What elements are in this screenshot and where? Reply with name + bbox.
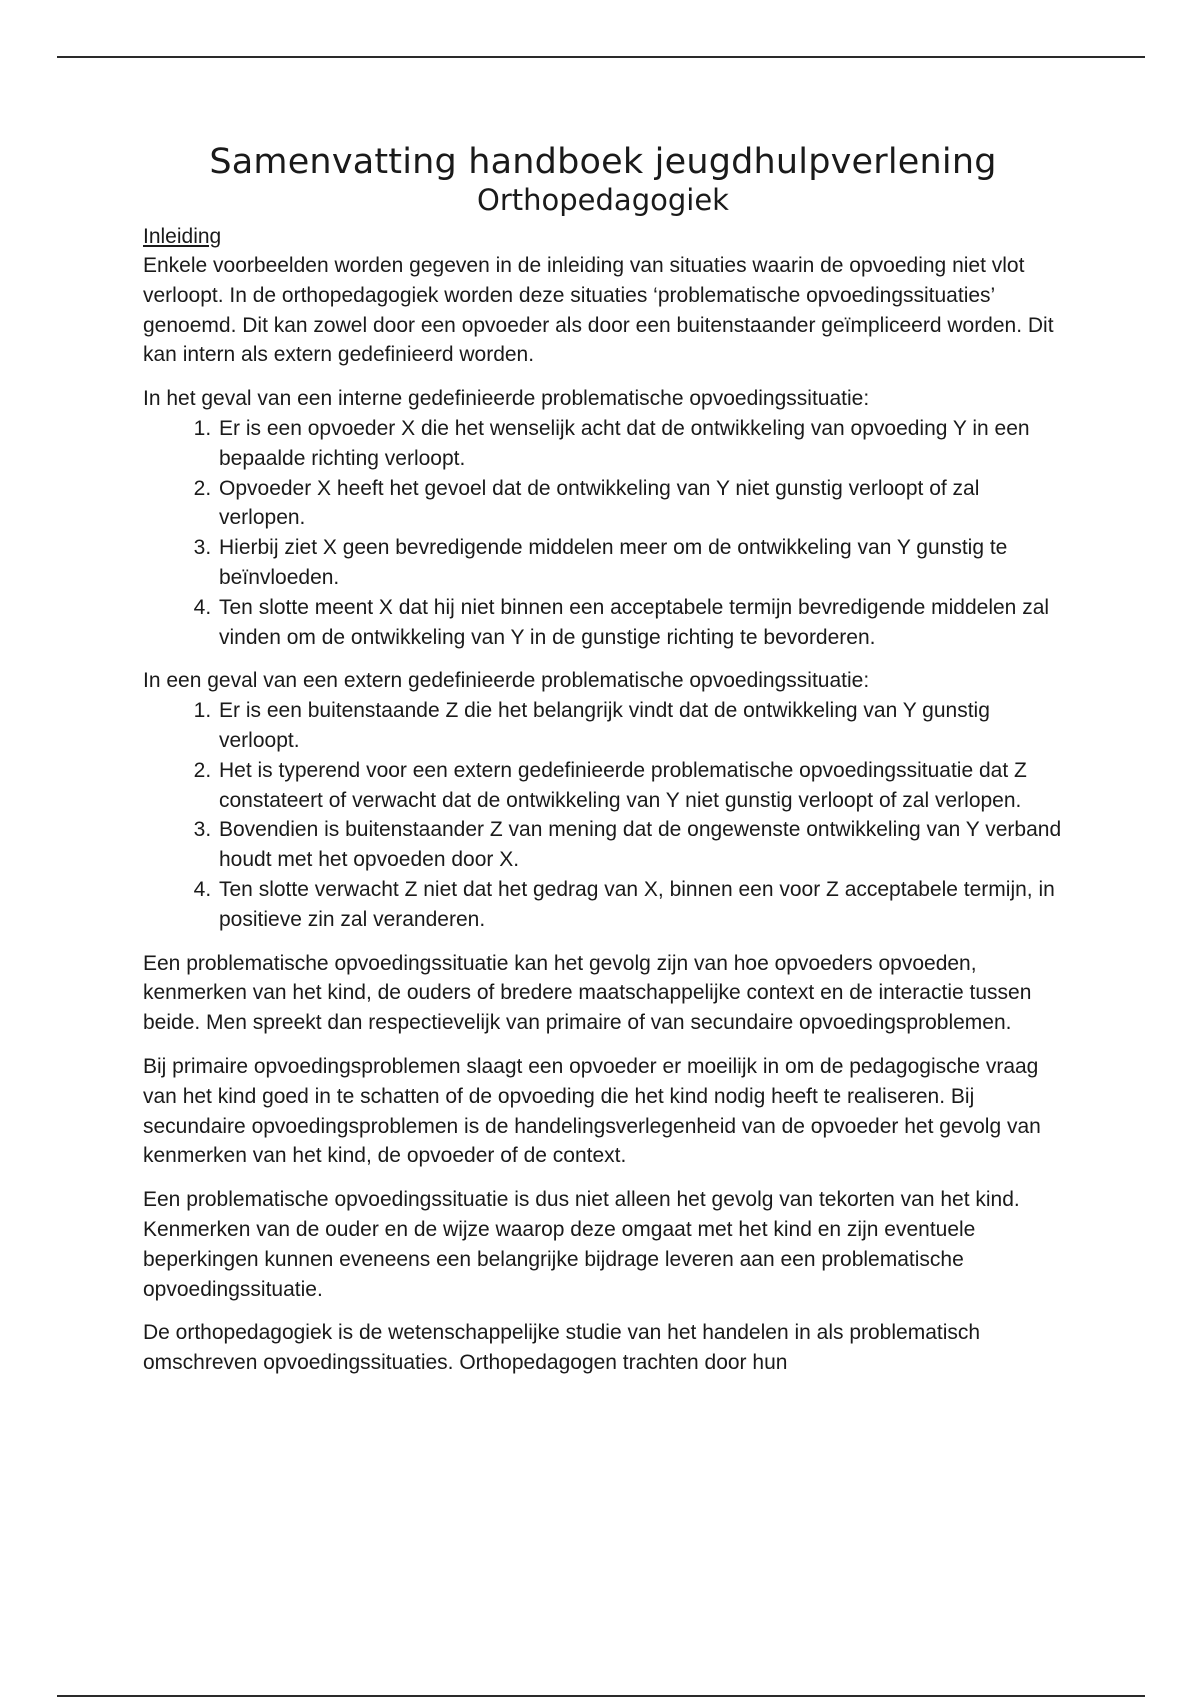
- footer-rule: [57, 1695, 1145, 1697]
- list-item: 3. Bovendien is buitenstaander Z van mening dat de ongewenste ontwikkeling van Y verband houdt met het opvoeden door X.: [217, 815, 1063, 875]
- document-subtitle: Orthopedagogiek: [477, 183, 729, 217]
- internal-definition-list: [143, 414, 1063, 652]
- list-item: 4. Ten slotte verwacht Z niet dat het gedrag van X, binnen een voor Z acceptabele termijn, in positieve zin zal veranderen.: [217, 875, 1063, 935]
- list-item: 1. Er is een buitenstaande Z die het belangrijk vindt dat de ontwikkeling van Y gunstig verloopt.: [217, 696, 1063, 756]
- list-item: 4. Ten slotte meent X dat hij niet binnen een acceptabele termijn bevredigende middelen zal vinden om de ontwikkeling van Y in de gunstige richting te bevorderen.: [217, 593, 1063, 653]
- external-definition-list: [143, 696, 1063, 934]
- paragraph-causes: Een problematische opvoedingssituatie kan het gevolg zijn van hoe opvoeders opvoeden, kenmerken van het kind, de ouders of bredere maatschappelijke context en de interactie tussen beide. Men spreekt dan respectievelijk van primaire of van secundaire opvoedingsproblemen.: [143, 951, 1032, 1035]
- list-item: 2. Het is typerend voor een extern gedefinieerde problematische opvoedingssituatie dat Z constateert of verwacht dat de ontwikkeling van Y niet gunstig verloopt of zal verlopen.: [217, 756, 1063, 816]
- list-item: 3. Hierbij ziet X geen bevredigende middelen meer om de ontwikkeling van Y gunstig te beïnvloeden.: [217, 533, 1063, 593]
- internal-definition-lead: In het geval van een interne gedefinieerde problematische opvoedingssituatie:: [143, 387, 870, 411]
- paragraph-not-only-child: Een problematische opvoedingssituatie is dus niet alleen het gevolg van tekorten van het kind. Kenmerken van de ouder en de wijze waarop deze omgaat met het kind en zijn eventuele beperkingen kunnen eveneens een belangrijke bijdrage leveren aan een problematische opvoedingssituatie.: [143, 1188, 1020, 1301]
- header-rule: [57, 56, 1145, 58]
- paragraph-definition: De orthopedagogiek is de wetenschappelijke studie van het handelen in als problematisch omschreven opvoedingssituaties. Orthopedagogen trachten door hun: [143, 1321, 981, 1375]
- document-title: Samenvatting handboek jeugdhulpverlening: [209, 142, 997, 182]
- section-heading-inleiding: Inleiding: [143, 225, 222, 248]
- document-page: [143, 142, 1063, 1392]
- paragraph-primary-secondary: Bij primaire opvoedingsproblemen slaagt een opvoeder er moeilijk in om de pedagogische vraag van het kind goed in te schatten of de opvoeding die het kind nodig heeft te realiseren. Bij secundaire opvoedingsproblemen is de handelingsverlegenheid van de opvoeder het gevolg van kenmerken van het kind, de opvoeder of de context.: [143, 1054, 1041, 1168]
- intro-paragraph: Enkele voorbeelden worden gegeven in de inleiding van situaties waarin de opvoeding niet vlot verloopt. In de orthopedagogiek worden deze situaties ‘problematische opvoedingssituaties’ genoemd. Dit kan zowel door een opvoeder als door een buitenstaander geïmpliceerd worden. Dit kan intern als extern gedefinieerd worden.: [143, 254, 1054, 367]
- list-item: 1. Er is een opvoeder X die het wenselijk acht dat de ontwikkeling van opvoeding Y in een bepaalde richting verloopt.: [217, 414, 1063, 474]
- list-item: 2. Opvoeder X heeft het gevoel dat de ontwikkeling van Y niet gunstig verloopt of zal verlopen.: [217, 474, 1063, 534]
- external-definition-lead: In een geval van een extern gedefinieerde problematische opvoedingssituatie:: [143, 669, 870, 693]
